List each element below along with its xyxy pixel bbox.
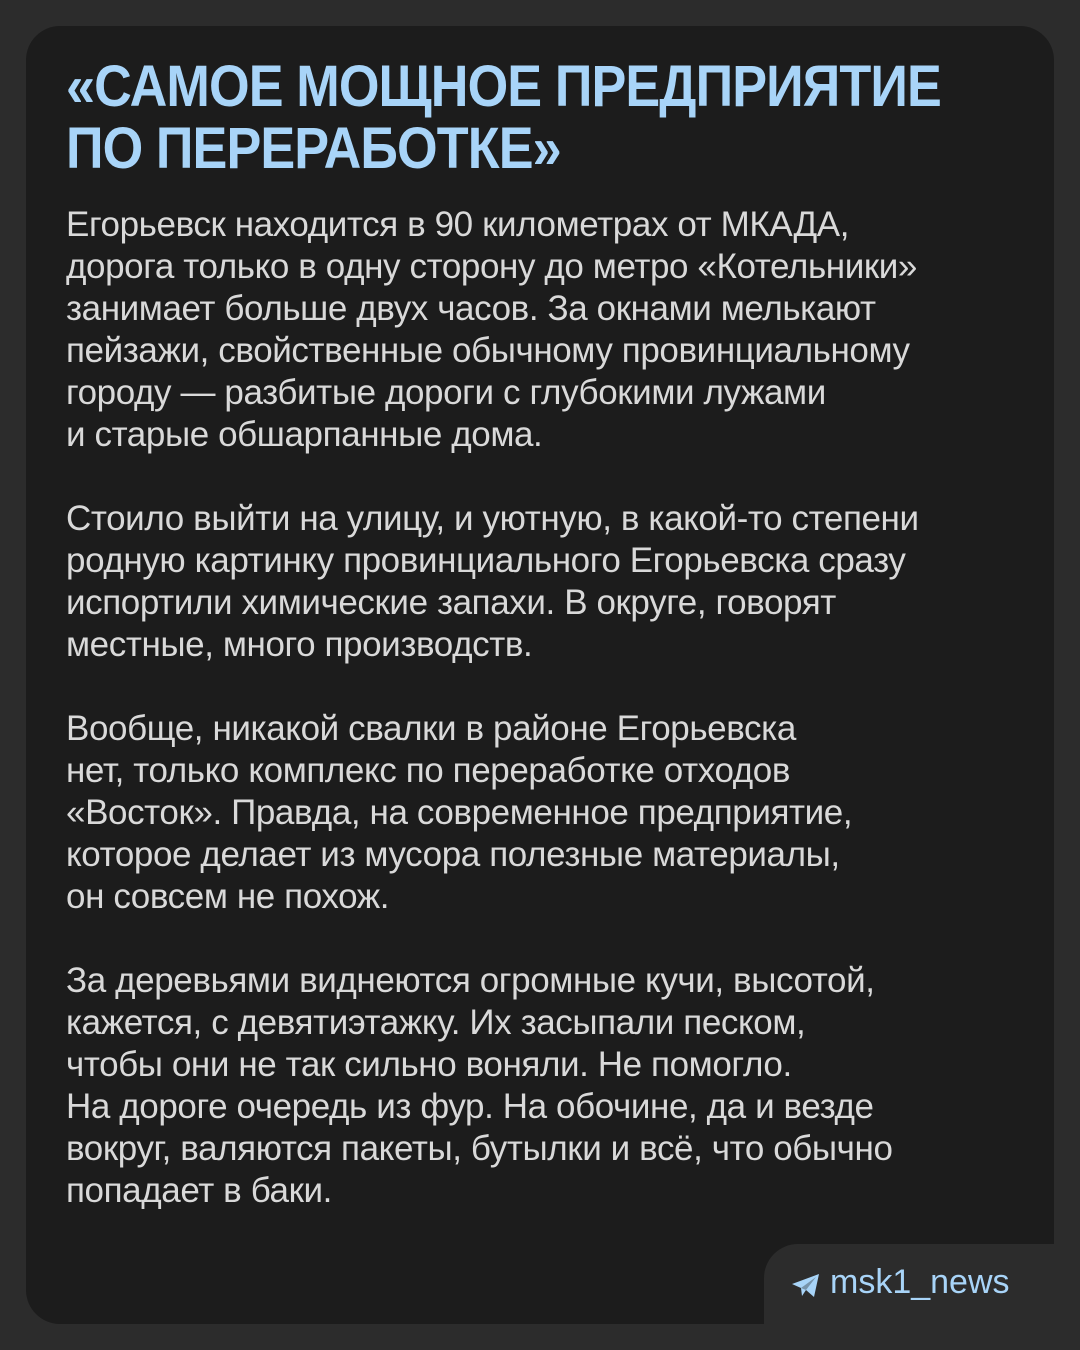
paragraph <box>66 498 1026 666</box>
text-line: «Восток». Правда, на современное предприятие, <box>66 793 853 832</box>
article-title <box>66 54 941 181</box>
text-line: попадает в баки. <box>66 1171 332 1210</box>
text-line: Стоило выйти на улицу, и уютную, в какой-то степени <box>66 499 919 538</box>
text-line: Егорьевск находится в 90 километрах от МКАДА, <box>66 205 850 244</box>
text-line: кажется, с девятиэтажку. Их засыпали песком, <box>66 1003 806 1042</box>
channel-tag[interactable] <box>790 1262 1010 1302</box>
paragraph <box>66 708 1026 918</box>
title-line: «САМОЕ МОЩНОЕ ПРЕДПРИЯТИЕ <box>66 54 941 119</box>
text-line: дорога только в одну сторону до метро «Котельники» <box>66 247 917 286</box>
text-line: занимает больше двух часов. За окнами мелькают <box>66 289 876 328</box>
text-line: испортили химические запахи. В округе, говорят <box>66 583 836 622</box>
text-line: Вообще, никакой свалки в районе Егорьевска <box>66 709 796 748</box>
text-line: и старые обшарпанные дома. <box>66 415 543 454</box>
text-line: пейзажи, свойственные обычному провинциальному <box>66 331 910 370</box>
text-line: На дороге очередь из фур. На обочине, да и везде <box>66 1087 874 1126</box>
text-line: родную картинку провинциального Егорьевска сразу <box>66 541 906 580</box>
text-line: он совсем не похож. <box>66 877 390 916</box>
paragraph <box>66 960 1026 1212</box>
article-body <box>66 204 1026 1212</box>
telegram-plane-icon <box>790 1268 822 1296</box>
text-line: чтобы они не так сильно воняли. Не помогло. <box>66 1045 792 1084</box>
text-line: вокруг, валяются пакеты, бутылки и всё, что обычно <box>66 1129 893 1168</box>
text-line: которое делает из мусора полезные материалы, <box>66 835 840 874</box>
text-line: нет, только комплекс по переработке отходов <box>66 751 791 790</box>
text-line: городу — разбитые дороги с глубокими лужами <box>66 373 826 412</box>
channel-name: msk1_news <box>830 1263 1010 1301</box>
title-line: ПО ПЕРЕРАБОТКЕ» <box>66 116 561 181</box>
text-line: местные, много производств. <box>66 625 533 664</box>
text-line: За деревьями виднеются огромные кучи, высотой, <box>66 961 875 1000</box>
paragraph <box>66 204 1026 456</box>
